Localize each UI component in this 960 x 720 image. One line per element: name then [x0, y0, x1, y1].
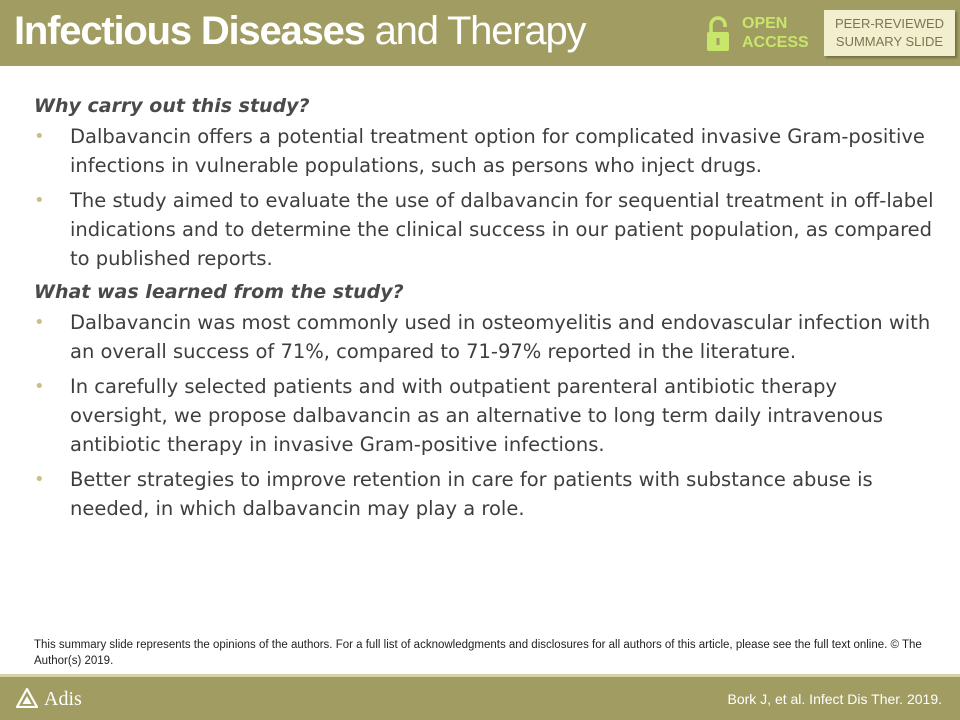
journal-title-bold: Infectious Diseases: [14, 9, 365, 53]
bullet-list-why: [34, 122, 934, 273]
journal-title-light: and Therapy: [364, 9, 586, 53]
header-band: [0, 0, 960, 66]
citation-text: Bork J, et al. Infect Dis Ther. 2019.: [727, 691, 942, 707]
slide-content: [34, 93, 934, 529]
list-item: [34, 122, 934, 180]
bullet-text: Dalbavancin was most commonly used in osteomyelitis and endovascular infection with an overall success of 71%, compared to 71-97% reported in the literature.: [70, 311, 931, 363]
list-item: [34, 465, 934, 523]
adis-triangle-icon: [16, 688, 38, 708]
bullet-dot-icon: •: [34, 126, 45, 147]
adis-logo-text: Adis: [44, 688, 82, 710]
bullet-text: Dalbavancin offers a potential treatment option for complicated invasive Gram-positive infections in vulnerable populations, such as persons who inject drugs.: [70, 125, 925, 177]
badge-line1: PEER-REVIEWED: [834, 16, 945, 31]
bullet-dot-icon: •: [34, 469, 45, 490]
bullet-text: In carefully selected patients and with outpatient parenteral antibiotic therapy oversight, we propose dalbavancin as an alternative to long term daily intravenous antibiotic therapy in invasive Gram-positive infections.: [70, 375, 883, 456]
section-heading-why: Why carry out this study?: [34, 95, 310, 117]
bullet-text: Better strategies to improve retention in care for patients with substance abuse is needed, in which dalbavancin may play a role.: [70, 468, 873, 520]
disclosure-footnote: This summary slide represents the opinions of the authors. For a full list of acknowledgments and disclosures for all authors of this article, please see the full text online. © The Author(s) 2019.: [34, 639, 922, 667]
badge-line2: SUMMARY SLIDE: [835, 34, 944, 49]
footer-band: [0, 677, 960, 720]
list-item: [34, 308, 934, 366]
peer-reviewed-badge: [824, 10, 955, 56]
bullet-dot-icon: •: [34, 312, 45, 333]
bullet-dot-icon: •: [34, 376, 45, 397]
bullet-list-learned: [34, 308, 934, 523]
open-access-label: [742, 14, 809, 52]
list-item: [34, 186, 934, 273]
list-item: [34, 372, 934, 459]
open-access-line2: ACCESS: [742, 34, 809, 51]
open-access-line1: OPEN: [742, 15, 788, 32]
section-heading-learned: What was learned from the study?: [34, 281, 404, 303]
bullet-dot-icon: •: [34, 190, 45, 211]
journal-title: [14, 6, 585, 56]
unlocked-padlock-icon: [706, 16, 730, 52]
bullet-text: The study aimed to evaluate the use of dalbavancin for sequential treatment in off-label indications and to determine the clinical success in our patient population, as compared to published reports.: [70, 189, 934, 270]
